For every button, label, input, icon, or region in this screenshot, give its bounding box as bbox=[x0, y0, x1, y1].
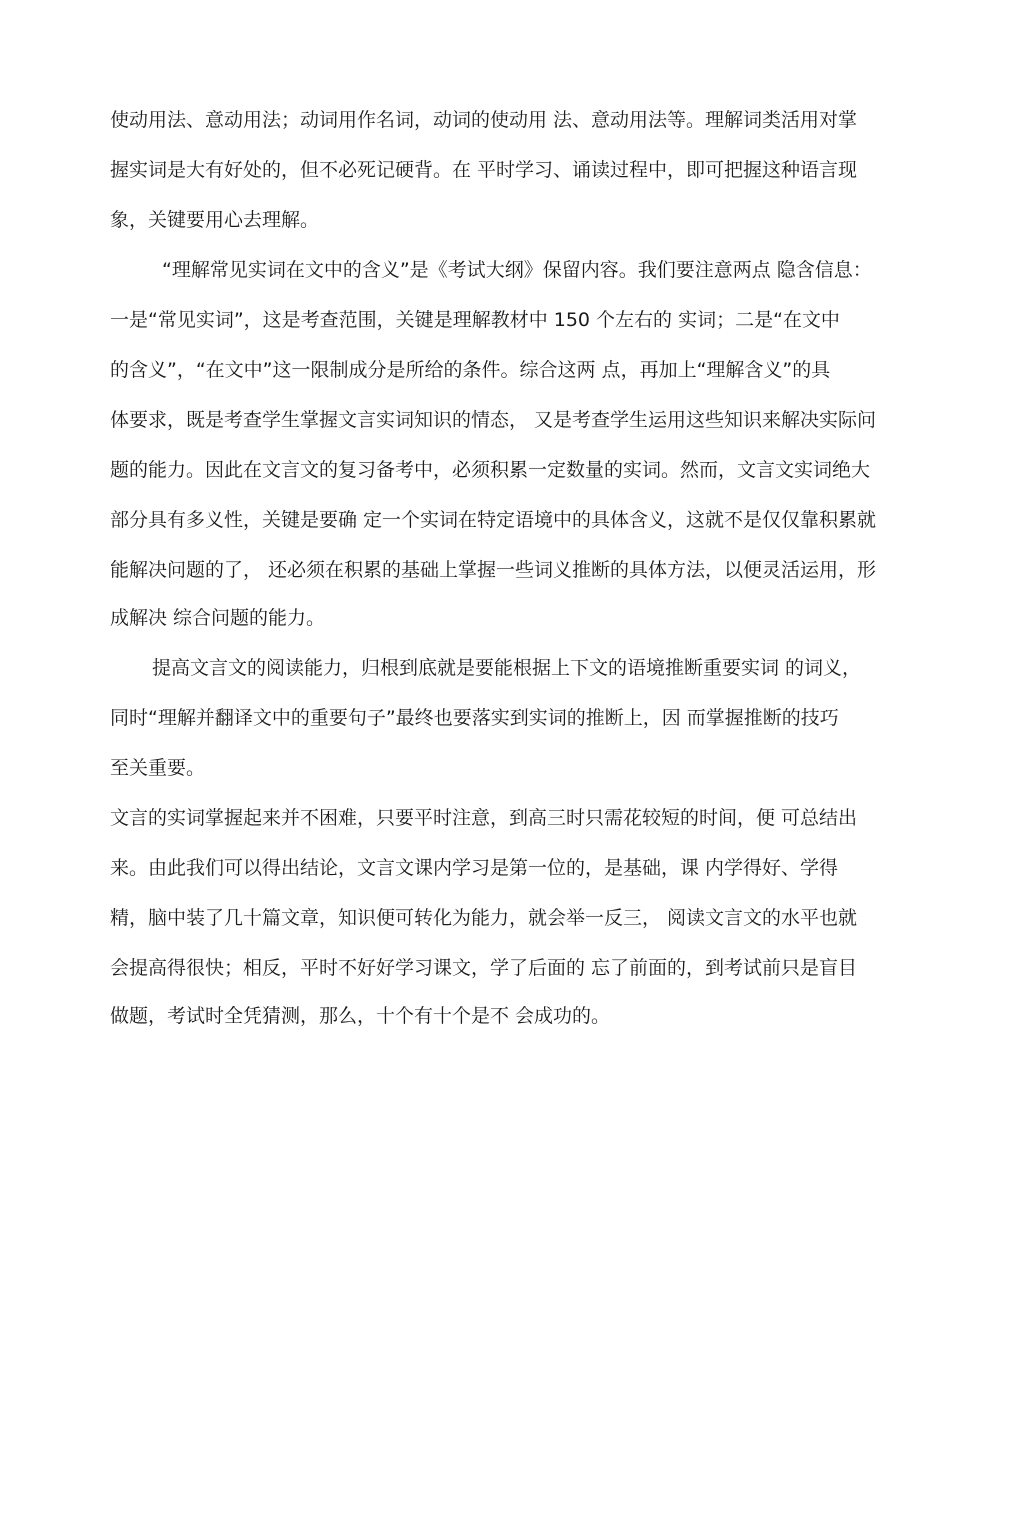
paragraph-2-line-8: 成解决 综合问题的能力。 bbox=[110, 607, 326, 629]
paragraph-4-line-1: 文言的实词掌握起来并不困难，只要平时注意，到高三时只需花较短的时间，便 可总结出 bbox=[110, 807, 858, 829]
paragraph-1-line-2: 握实词是大有好处的，但不必死记硬背。在 平时学习、诵读过程中，即可把握这种语言现 bbox=[110, 159, 858, 181]
paragraph-2-line-7: 能解决问题的了， 还必须在积累的基础上掌握一些词义推断的具体方法，以便灵活运用，形 bbox=[110, 559, 877, 581]
paragraph-2-line-5: 题的能力。因此在文言文的复习备考中，必须积累一定数量的实词。然而，文言文实词绝大 bbox=[110, 459, 871, 481]
paragraph-1-line-3: 象，关键要用心去理解。 bbox=[110, 209, 320, 231]
paragraph-4-line-2: 来。由此我们可以得出结论，文言文课内学习是第一位的，是基础，课 内学得好、学得 bbox=[110, 857, 839, 879]
paragraph-4-line-5: 做题，考试时全凭猜测，那么，十个有十个是不 会成功的。 bbox=[110, 1005, 611, 1027]
paragraph-2-line-1: “理解常见实词在文中的含义”是《考试大纲》保留内容。我们要注意两点 隐含信息： bbox=[162, 259, 872, 281]
paragraph-2-line-2: 一是“常见实词”，这是考查范围，关键是理解教材中 150 个左右的 实词；二是“在文中 bbox=[110, 309, 840, 331]
paragraph-3-line-3: 至关重要。 bbox=[110, 757, 206, 779]
paragraph-4-line-3: 精，脑中装了几十篇文章，知识便可转化为能力，就会举一反三， 阅读文言文的水平也就 bbox=[110, 907, 858, 929]
paragraph-2-line-4: 体要求，既是考查学生掌握文言实词知识的情态， 又是考查学生运用这些知识来解决实际问 bbox=[110, 409, 877, 431]
paragraph-2-line-3: 的含义”，“在文中”这一限制成分是所给的条件。综合这两 点，再加上“理解含义”的具 bbox=[110, 359, 831, 381]
paragraph-1-line-1: 使动用法、意动用法；动词用作名词，动词的使动用 法、意动用法等。理解词类活用对掌 bbox=[110, 109, 858, 131]
paragraph-2-line-6: 部分具有多义性，关键是要确 定一个实词在特定语境中的具体含义，这就不是仅仅靠积累就 bbox=[110, 509, 877, 531]
paragraph-3-line-2: 同时“理解并翻译文中的重要句子”最终也要落实到实词的推断上，因 而掌握推断的技巧 bbox=[110, 707, 839, 729]
paragraph-4-line-4: 会提高得很快；相反，平时不好好学习课文，学了后面的 忘了前面的，到考试前只是盲目 bbox=[110, 957, 858, 979]
paragraph-3-line-1: 提高文言文的阅读能力，归根到底就是要能根据上下文的语境推断重要实词 的词义， bbox=[152, 657, 862, 679]
